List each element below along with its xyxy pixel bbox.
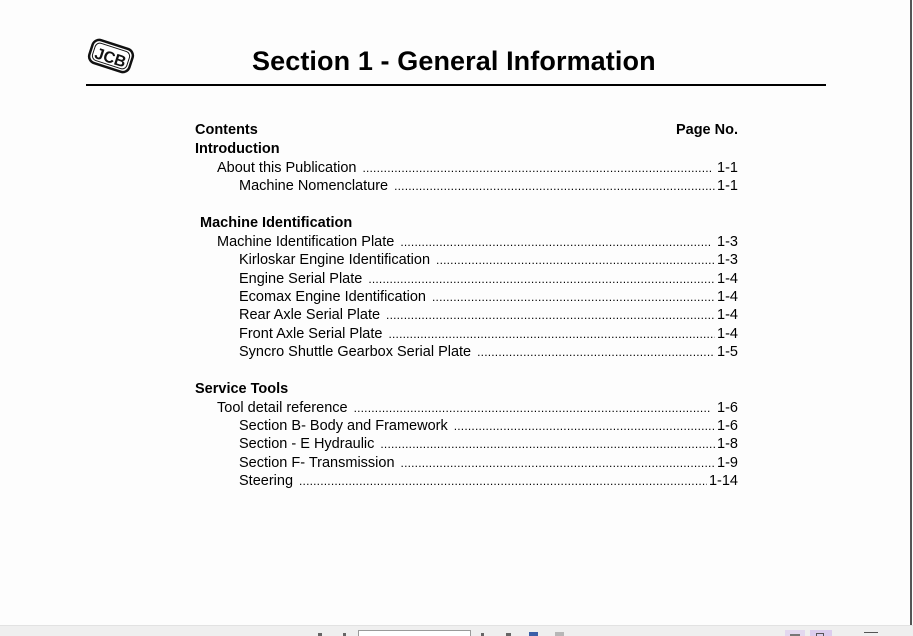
toc-group-introduction [195,140,738,196]
dot-leader [362,159,711,177]
toc-entry-label: About this Publication [217,160,357,176]
contents-heading: Contents [195,122,258,138]
toc-entry[interactable] [195,233,738,251]
toc-header [195,120,738,140]
toc-entry[interactable] [195,270,738,288]
vertical-scrollbar[interactable] [910,0,912,625]
toc-entry[interactable] [195,399,738,417]
table-of-contents [195,120,738,490]
spacer [195,196,738,214]
toc-entry-label: Engine Serial Plate [239,270,363,287]
toc-entry[interactable] [195,417,738,435]
toc-entry[interactable] [195,159,738,177]
toc-entry-label: Syncro Shuttle Gearbox Serial Plate [239,344,472,361]
toc-entry-page: 1-3 [717,233,738,250]
toc-entry-label: Machine Identification Plate [217,233,395,250]
toc-entry-page: 1-1 [717,178,738,195]
toc-entry-page: 1-6 [717,399,738,416]
dot-leader [368,270,715,288]
toc-entry-page: 1-9 [717,454,738,471]
toc-entry-page: 1-6 [717,417,738,434]
toc-entry[interactable] [195,251,738,269]
toc-group-machine-identification [195,214,738,362]
title-divider [86,84,826,86]
toc-entry[interactable] [195,454,738,472]
toc-entry-label: Machine Nomenclature [239,178,389,195]
fit-page-button[interactable] [785,630,805,636]
svg-text:JCB: JCB [92,45,129,72]
bookmark-icon[interactable] [529,632,538,636]
toc-group-title: Introduction [195,141,280,157]
jcb-logo-icon [86,36,136,76]
dot-leader [436,251,715,269]
toc-entry-page: 1-1 [717,160,738,176]
toc-group-service-tools [195,380,738,491]
thumbnail-icon[interactable] [555,632,564,636]
dot-leader [388,325,715,343]
toc-entry-label: Front Axle Serial Plate [239,325,383,342]
toc-entry[interactable] [195,177,738,195]
dot-leader [354,399,711,417]
toc-entry-label: Tool detail reference [217,399,348,416]
dot-leader [432,288,715,306]
toc-entry-page: 1-4 [717,307,738,324]
toc-group-title: Service Tools [195,380,289,397]
fit-width-button[interactable] [810,630,832,636]
toc-entry[interactable] [195,472,738,490]
toc-entry-label: Section F- Transmission [239,454,395,471]
toc-entry-label: Ecomax Engine Identification [239,288,426,305]
toc-entry-label: Section B- Body and Framework [239,417,448,434]
toc-entry-page: 1-4 [717,325,738,342]
toc-entry-page: 1-4 [717,288,738,305]
two-page-icon[interactable] [864,632,878,636]
toc-entry[interactable] [195,306,738,324]
toc-entry[interactable] [195,343,738,361]
toc-entry-page: 1-4 [717,270,738,287]
page-no-heading: Page No. [675,122,738,138]
page-number-input[interactable] [358,630,471,636]
dot-leader [477,343,715,361]
dot-leader [401,454,716,472]
dot-leader [386,306,715,324]
toc-entry-page: 1-3 [717,252,738,269]
toc-entry-page: 1-14 [708,473,738,490]
toc-entry-label: Section - E Hydraulic [239,436,375,453]
toc-entry[interactable] [195,435,738,453]
dot-leader [400,233,711,251]
toc-entry-label: Rear Axle Serial Plate [239,307,381,324]
toc-entry-label: Kirloskar Engine Identification [239,252,431,269]
toc-entry[interactable] [195,288,738,306]
toc-entry[interactable] [195,325,738,343]
toc-entry-label: Steering [239,473,294,490]
spacer [195,362,738,380]
toc-group-title: Machine Identification [200,214,353,231]
dot-leader [380,435,715,453]
toc-entry-page: 1-8 [717,436,738,453]
dot-leader [299,472,707,490]
page-title: Section 1 - General Information [252,46,656,76]
viewer-toolbar [0,625,913,636]
dot-leader [454,417,715,435]
dot-leader [394,177,715,195]
toc-entry-page: 1-5 [717,344,738,361]
